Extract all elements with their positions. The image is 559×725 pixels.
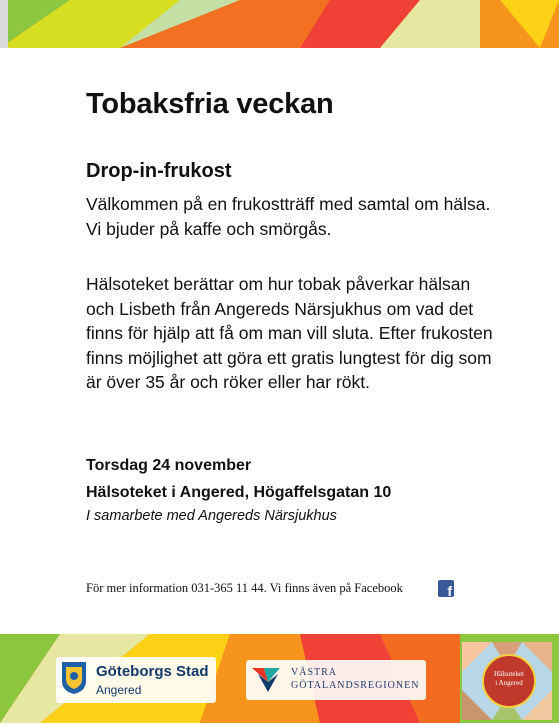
event-date: Torsdag 24 november xyxy=(86,457,252,474)
poster-subtitle: Drop-in-frukost xyxy=(86,160,232,182)
intro-paragraph: Välkommen på en frukostträff med samtal om hälsa. Vi bjuder på kaffe och smörgås. xyxy=(86,194,491,239)
event-location: Hälsoteket i Angered, Högaffelsgatan 10 xyxy=(86,484,392,501)
vastra-gotalandsregionen-logo xyxy=(246,660,426,700)
badge-text-line2: i Angered xyxy=(495,679,523,687)
city-shield-icon xyxy=(61,661,87,695)
top-decorative-band xyxy=(0,0,559,48)
vgr-mark-icon xyxy=(250,664,286,694)
goteborgs-stad-district: Angered xyxy=(96,683,142,697)
facebook-icon[interactable]: f xyxy=(438,580,454,597)
goteborgs-stad-name: Göteborgs Stad xyxy=(96,663,209,680)
halsoteket-badge xyxy=(482,654,536,708)
poster-title: Tobaksfria veckan xyxy=(86,88,334,120)
contact-info: För mer information 031-365 11 44. Vi finns även på Facebook xyxy=(86,581,403,595)
badge-text-line1: Hälsoteket xyxy=(494,670,524,678)
vgr-name-line1: VÄSTRA xyxy=(291,667,338,678)
vgr-name-line2: GÖTALANDSREGIONEN xyxy=(291,680,420,691)
goteborgs-stad-logo xyxy=(56,657,216,703)
details-paragraph: Hälsoteket berättar om hur tobak påverkar hälsan och Lisbeth från Angereds Närsjukhus om vad det finns för hjälp att få om man vill sluta. Efter frukosten finns möjlighet att göra ett gratis lungtest för dig som är över 35 år och röker eller har rökt. xyxy=(86,274,493,392)
cooperation-note: I samarbete med Angereds Närsjukhus xyxy=(86,508,337,524)
